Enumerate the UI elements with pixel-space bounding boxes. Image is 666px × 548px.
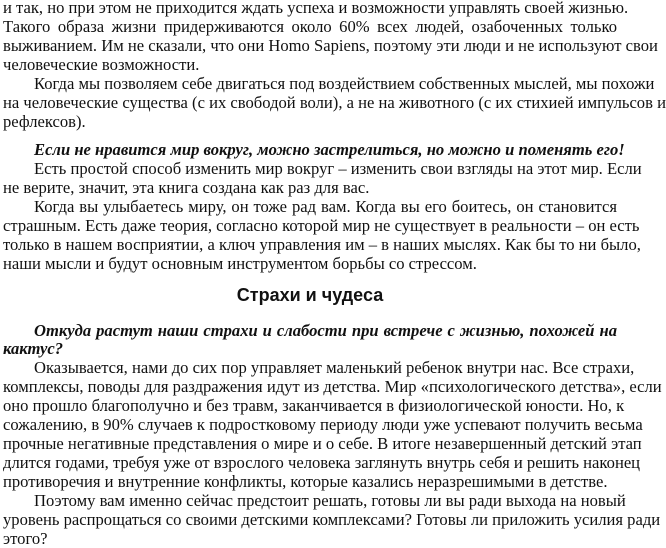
bold-italic-subheading: Откуда растут наши страхи и слабости при встрече с жизнью, похожей на [34,321,617,340]
text-line: комплексы, поводы для раздражения идут из детства. Мир «психологического детства», если [3,377,662,396]
text-line: этого? [3,529,48,548]
text-line: уровень распрощаться со своими детскими комплексами? Готовы ли приложить усилия ради [3,510,661,529]
text-line: Такого образа жизни придерживаются около 60% всех людей, озабоченных только [3,17,617,36]
text-line: не верите, значит, эта книга создана как раз для вас. [3,178,370,197]
text-line: оно прошло благополучно и без травм, заканчивается в физиологической юности. Но, к [3,396,625,415]
section-heading: Страхи и чудеса [236,285,384,305]
bold-italic-subheading: кактус? [3,339,64,358]
bold-italic-subheading: Если не нравится мир вокруг, можно застрелиться, но можно и поменять его! [34,140,625,159]
text-line: Когда мы позволяем себе двигаться под воздействием собственных мыслей, мы похожи [34,74,655,93]
text-line: страшным. Есть даже теория, согласно которой мир не существует в реальности – он есть [3,216,640,235]
text-line: наши мысли и будут основным инструментом борьбы со стрессом. [3,254,477,273]
text-line: Поэтому вам именно сейчас предстоит решать, готовы ли вы ради выхода на новый [34,491,626,510]
text-line: выживанием. Им не сказали, что они Homo Sapiens, поэтому эти люди и не используют свои [3,36,658,55]
text-line: Оказывается, нами до сих пор управляет маленький ребенок внутри нас. Все страхи, [34,358,635,377]
text-line: только в нашем восприятии, а ключ управления им – в наших мыслях. Как бы то ни было, [3,235,641,254]
text-line: на человеческие существа (с их свободой воли), а не на животного (с их стихией импульсов и [3,93,666,112]
text-line: сожалению, в 90% случаев к подростковому периоду люди уже успевают получить весьма [3,415,643,434]
text-line: человеческие возможности. [3,55,200,74]
text-line: рефлексов). [3,112,86,131]
text-line: противоречия и внутренние конфликты, которые казались неразрешимыми в детстве. [3,472,608,491]
text-line: прочные негативные представления о мире и о себе. В итоге незавершенный детский этап [3,434,642,453]
text-line: Есть простой способ изменить мир вокруг – изменить свои взгляды на этот мир. Если [34,159,642,178]
text-line: длится годами, требуя уже от взрослого человека заглянуть внутрь себя и решить наконец [3,453,641,472]
text-line: и так, но при этом не приходится ждать успеха и возможности управлять своей жизнью. [3,0,629,17]
text-line: Когда вы улыбаетесь миру, он тоже рад вам. Когда вы его боитесь, он становится [34,197,617,216]
